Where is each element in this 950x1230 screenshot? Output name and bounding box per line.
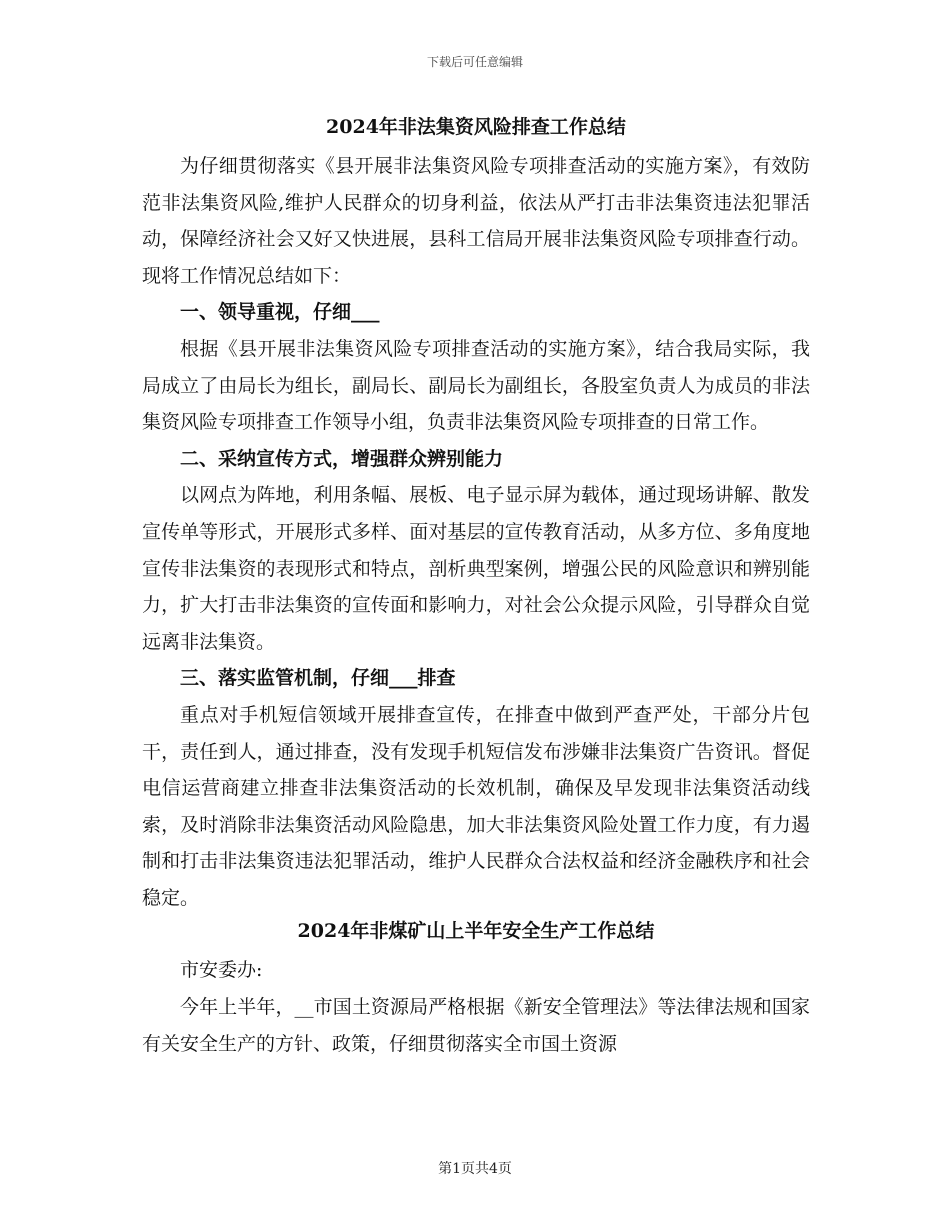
salutation: 市安委办: xyxy=(180,959,263,982)
second-document-paragraph: 今年上半年，__市国土资源局严格根据《新安全管理法》等法律法规和国家有关安全生产的方针、政策，仔细贯彻落实全市国土资源 xyxy=(142,996,810,1055)
section-3-paragraph: 重点对手机短信领域开展排查宣传，在排查中做到严查严处，干部分片包干，责任到人，通过排查，没有发现手机短信发布涉嫌非法集资广告资讯。督促电信运营商建立排查非法集资活动的长效机制，确保及早发现非法集资活动线索，及时消除非法集资活动风险隐患，加大非法集资风险处置工作力度，有力遏制和打击非法集资违法犯罪活动，维护人民群众合法权益和经济金融秩序和社会稳定。 xyxy=(142,703,810,909)
intro-paragraph: 为仔细贯彻落实《县开展非法集资风险专项排查活动的实施方案》，有效防范非法集资风险,维护人民群众的切身利益，依法从严打击非法集资违法犯罪活动，保障经济社会又好又快进展，县科工信局开展非法集资风险专项排查行动。现将工作情况总结如下： xyxy=(142,155,810,287)
section-3-heading: 三、落实监管机制，仔细___排查 xyxy=(180,667,456,690)
document-title: 2024年非法集资风险排查工作总结 xyxy=(326,116,626,138)
second-document-title: 2024年非煤矿山上半年安全生产工作总结 xyxy=(297,920,655,943)
section-1-heading: 一、领导重视，仔细___ xyxy=(180,301,380,324)
section-2-heading: 二、采纳宣传方式，增强群众辨别能力 xyxy=(180,447,504,470)
page-header: 下载后可任意编辑 xyxy=(426,55,523,69)
page-footer: 第1页共4页 xyxy=(438,1161,512,1177)
section-1-paragraph: 根据《县开展非法集资风险专项排查活动的实施方案》，结合我局实际，我局成立了由局长为组长，副局长、副局长为副组长，各股室负责人为成员的非法集资风险专项排查工作领导小组，负责非法集资风险专项排查的日常工作。 xyxy=(142,337,810,434)
document-body xyxy=(142,112,810,1062)
section-2-paragraph: 以网点为阵地，利用条幅、展板、电子显示屏为载体，通过现场讲解、散发宣传单等形式，开展形式多样、面对基层的宣传教育活动，从多方位、多角度地宣传非法集资的表现形式和特点，剖析典型案例，增强公民的风险意识和辨别能力，扩大打击非法集资的宣传面和影响力，对社会公众提示风险，引导群众自觉远离非法集资。 xyxy=(142,484,810,653)
